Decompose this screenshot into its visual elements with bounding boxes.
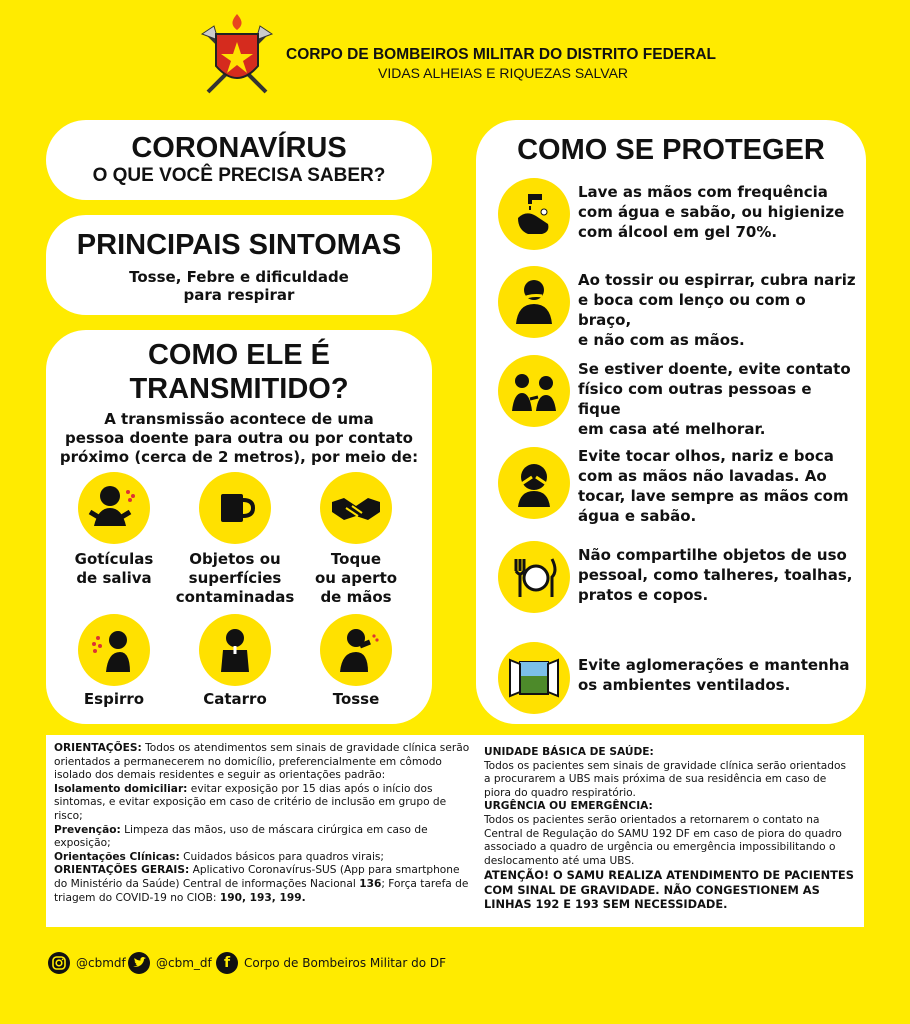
- attention-text: ATENÇÃO! O SAMU REALIZA ATENDIMENTO DE PACIENTES COM SINAL DE GRAVIDADE. NÃO CONGESTIONEM AS LINHAS 192 E 193 SEM NECESSIDADE.: [484, 868, 854, 911]
- transmission-item-label: Toque ou aperto de mãos: [314, 550, 398, 606]
- sneeze-icon: [78, 614, 150, 686]
- face-touch-icon: [498, 447, 570, 519]
- twitter-icon: [128, 952, 150, 974]
- transmission-desc-1: A transmissão acontece de uma: [104, 410, 374, 428]
- tip-text: Se estiver doente, evite contato físico com outras pessoas e fique em casa até melhorar.: [578, 360, 851, 438]
- avoid-contact-icon: [498, 355, 570, 427]
- transmission-item-label: Espirro: [83, 690, 145, 708]
- transmission-title-1: COMO ELE É: [147, 339, 331, 371]
- cover-cough-icon: [498, 266, 570, 338]
- gerais-label: ORIENTAÇÕES GERAIS:: [54, 864, 190, 877]
- tip-text: Evite tocar olhos, nariz e boca com as mãos não lavadas. Ao tocar, lave sempre as mãos com água e sabão.: [578, 447, 849, 525]
- transmission-desc-3: próximo (cerca de 2 metros), por meio de:: [59, 448, 419, 466]
- org-name: CORPO DE BOMBEIROS MILITAR DO DISTRITO FEDERAL: [286, 46, 716, 63]
- symptoms-card: [46, 215, 432, 315]
- symptoms-title: PRINCIPAIS SINTOMAS: [76, 229, 402, 261]
- org-motto: VIDAS ALHEIAS E RIQUEZAS SALVAR: [378, 65, 629, 81]
- transmission-desc-2: pessoa doente para outra ou por contato: [65, 429, 413, 447]
- transmission-item-label: Tosse: [332, 690, 380, 708]
- phlegm-icon: [199, 614, 271, 686]
- window-icon: [498, 642, 570, 714]
- twitter-link[interactable]: @cbm_df: [128, 952, 212, 974]
- intro-card: [46, 120, 432, 200]
- protect-title: COMO SE PROTEGER: [517, 134, 825, 166]
- urg-label: URGÊNCIA OU EMERGÊNCIA:: [484, 800, 653, 813]
- cutlery-icon: [498, 541, 570, 613]
- transmission-item-label: Catarro: [203, 690, 267, 708]
- mug-icon: [199, 472, 271, 544]
- cbmdf-logo: [196, 12, 278, 102]
- intro-subtitle: O QUE VOCÊ PRECISA SABER?: [92, 165, 386, 186]
- transmission-item-label: Objetos ou superfícies contaminadas: [175, 550, 295, 606]
- info-right: UNIDADE BÁSICA DE SAÚDE: Todos os pacientes sem sinais de gravidade clínica serão orientados a procurarem a UBS mais próxima de sua residência em caso de piora do quadro respiratório. URGÊNCIA OU EMERGÊNCIA: Todos os pacientes serão orientados a retornarem o contato na Central de Regulação do SAMU 192 DF em caso de piora do quadro associado a quadro de urgência ou emergência impossibilitando o deslocamento até uma UBS. ATENÇÃO! O SAMU REALIZA ATENDIMENTO DE PACIENTES COM SINAL DE GRAVIDADE. NÃO CONGESTIONEM AS LINHAS 192 E 193 SEM NECESSIDADE.: [484, 746, 854, 911]
- clin-label: Orientações Clínicas:: [54, 850, 180, 863]
- transmission-item-label: Gotículas de saliva: [74, 550, 154, 587]
- tip-text: Não compartilhe objetos de uso pessoal, como talheres, toalhas, pratos e copos.: [578, 546, 853, 604]
- tip-text: Ao tossir ou espirrar, cubra nariz e boca com lenço ou com o braço, e não com as mãos.: [578, 271, 856, 349]
- transmission-title-2: TRANSMITIDO?: [129, 373, 349, 405]
- prev-label: Prevenção:: [54, 823, 121, 836]
- symptoms-line2: para respirar: [183, 286, 295, 304]
- ubs-label: UNIDADE BÁSICA DE SAÚDE:: [484, 746, 654, 758]
- droplets-icon: [78, 472, 150, 544]
- intro-title: CORONAVÍRUS: [131, 132, 347, 164]
- handwash-icon: [498, 178, 570, 250]
- handshake-icon: [320, 472, 392, 544]
- transmission-card: [46, 330, 432, 724]
- facebook-icon: f: [216, 952, 238, 974]
- cough-icon: [320, 614, 392, 686]
- tip-text: Evite aglomerações e mantenha os ambientes ventilados.: [578, 656, 850, 694]
- instagram-icon: [48, 952, 70, 974]
- orient-label: ORIENTAÇÕES:: [54, 742, 142, 754]
- info-left: ORIENTAÇÕES: Todos os atendimentos sem sinais de gravidade clínica serão orientados a permanecerem no domicílio, preferencialmente em cômodo isolado dos demais residentes e seguir as orientações padrão: Isolamento domiciliar: evitar exposição por 15 dias após o início dos sintomas, e evitar exposição em caso de critério de inclusão em grupo de risco; Prevenção: Limpeza das mãos, uso de máscara cirúrgica em caso de exposição; Orientações Clínicas: Cuidados básicos para quadros virais; ORIENTAÇÕES GERAIS: Aplicativo Coronavírus-SUS (App para smartphone do Ministério da Saúde) Central de informações Nacional 136; Força tarefa de triagem do COVID-19 no CIOB: 190, 193, 199.: [54, 742, 470, 904]
- iso-label: Isolamento domiciliar:: [54, 782, 188, 795]
- instagram-link[interactable]: @cbmdf: [48, 952, 126, 974]
- tip-text: Lave as mãos com frequência com água e sabão, ou higienize com álcool em gel 70%.: [578, 183, 845, 241]
- symptoms-line1: Tosse, Febre e dificuldade: [129, 268, 349, 286]
- facebook-link[interactable]: f Corpo de Bombeiros Militar do DF: [216, 952, 446, 974]
